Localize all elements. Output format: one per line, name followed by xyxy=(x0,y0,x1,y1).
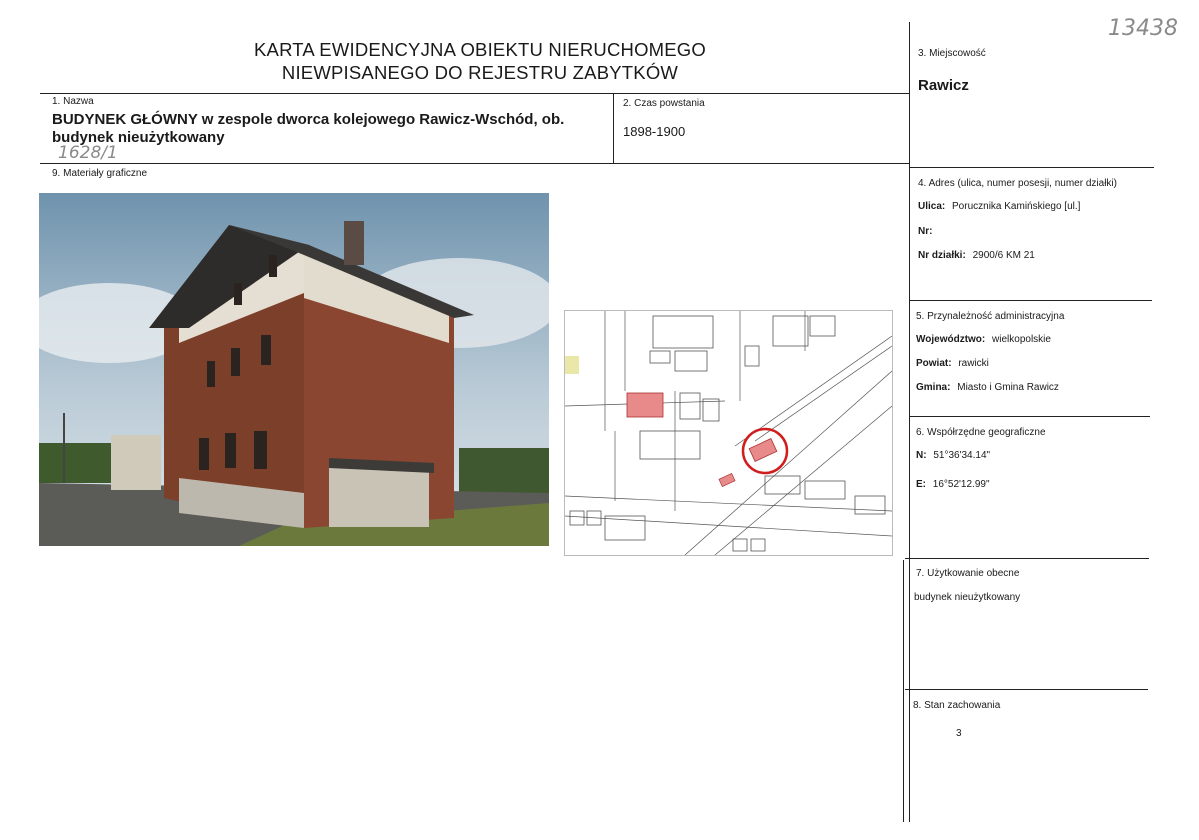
object-name-line2: budynek nieużytkowany xyxy=(52,129,225,146)
condition-value: 3 xyxy=(956,728,962,739)
handwritten-reference: 1628/1 xyxy=(58,143,118,163)
parcel-value: 2900/6 KM 21 xyxy=(972,250,1035,261)
highlighted-parcel xyxy=(627,393,663,417)
divider-3-4 xyxy=(909,167,1154,168)
commune-label: Gmina: xyxy=(916,382,951,393)
small-parcel xyxy=(719,473,735,486)
longitude-value: 16°52'12.99" xyxy=(932,479,990,490)
divider-7-8 xyxy=(905,689,1148,690)
condition-label: 8. Stan zachowania xyxy=(913,700,1001,711)
commune-value: Miasto i Gmina Rawicz xyxy=(957,382,1059,393)
locality-value: Rawicz xyxy=(918,77,969,94)
cadastral-map-drawing xyxy=(565,311,892,555)
street-label: Ulica: xyxy=(918,201,946,212)
divider-5-6 xyxy=(909,416,1150,417)
trees-right xyxy=(459,448,549,498)
current-use-value: budynek nieużytkowany xyxy=(914,592,1021,603)
object-parcel xyxy=(749,439,777,462)
document-title-line1: KARTA EWIDENCYJNA OBIEKTU NIERUCHOMEGO xyxy=(253,39,706,60)
construction-date-value: 1898-1900 xyxy=(623,124,686,139)
parcel-row xyxy=(918,250,1035,261)
coordinates-label: 6. Współrzędne geograficzne xyxy=(916,427,1046,438)
divider-col-2 xyxy=(613,93,614,163)
administrative-label: 5. Przynależność administracyjna xyxy=(916,311,1065,322)
name-label: 1. Nazwa xyxy=(52,96,94,107)
parcel-label: Nr działki: xyxy=(918,250,966,261)
commune-row xyxy=(916,382,1059,393)
object-name-line1: BUDYNEK GŁÓWNY w zespole dworca kolejowego Rawicz-Wschód, ob. xyxy=(52,111,565,128)
chimney xyxy=(344,221,364,265)
latitude-row xyxy=(916,450,990,461)
yellow-parcel xyxy=(565,356,579,374)
house-number-label: Nr: xyxy=(918,226,933,237)
street-row xyxy=(918,201,1080,212)
divider-name xyxy=(40,163,910,164)
county-label: Powiat: xyxy=(916,358,952,369)
graphic-materials-label: 9. Materiały graficzne xyxy=(52,168,148,179)
side-shed xyxy=(111,435,161,490)
divider-right-column-lower xyxy=(903,560,904,822)
handwritten-catalog-number: 13438 xyxy=(1108,16,1178,41)
lamp-post xyxy=(63,413,65,483)
construction-date-label: 2. Czas powstania xyxy=(623,98,705,109)
latitude-value: 51°36'34.14" xyxy=(933,450,991,461)
voivodeship-value: wielkopolskie xyxy=(992,334,1051,345)
longitude-row xyxy=(916,479,990,490)
county-row xyxy=(916,358,989,369)
address-label: 4. Adres (ulica, numer posesji, numer działki) xyxy=(918,178,1117,189)
cadastral-map xyxy=(564,310,893,556)
longitude-label: E: xyxy=(916,479,926,490)
document-title-line2: NIEWPISANEGO DO REJESTRU ZABYTKÓW xyxy=(281,62,679,83)
locality-label: 3. Miejscowość xyxy=(918,48,986,59)
map-parcels xyxy=(570,316,885,551)
voivodeship-label: Województwo: xyxy=(916,334,986,345)
county-value: rawicki xyxy=(958,358,989,369)
latitude-label: N: xyxy=(916,450,927,461)
map-lines xyxy=(565,311,892,555)
divider-header xyxy=(40,93,910,94)
divider-4-5 xyxy=(909,300,1152,301)
divider-6-7 xyxy=(905,558,1149,559)
building-photo-drawing xyxy=(39,193,549,546)
building-photo xyxy=(39,193,549,546)
voivodeship-row xyxy=(916,334,1051,345)
street-value: Porucznika Kamińskiego [ul.] xyxy=(952,201,1081,212)
annex xyxy=(329,465,429,527)
current-use-label: 7. Użytkowanie obecne xyxy=(916,568,1020,579)
divider-right-column xyxy=(909,22,910,822)
